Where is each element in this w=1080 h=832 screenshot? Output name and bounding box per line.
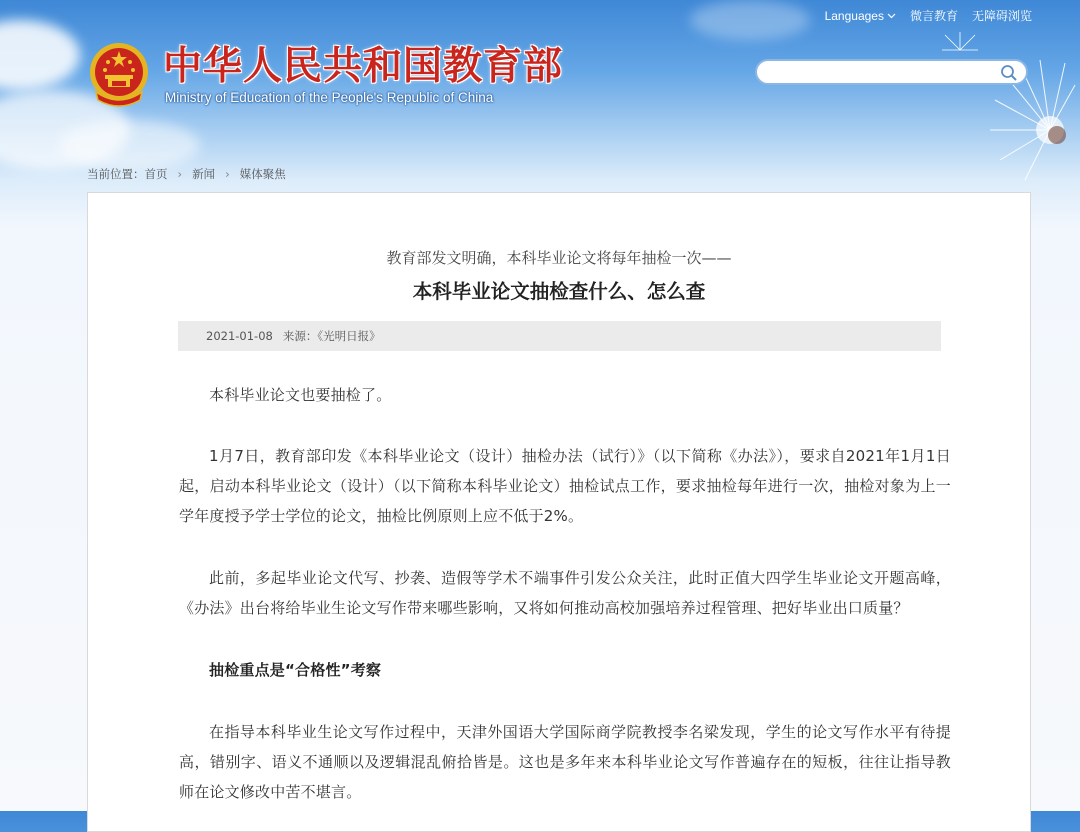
chevron-down-icon	[887, 13, 896, 19]
article-date: 2021-01-08	[206, 329, 273, 343]
breadcrumb-item-media[interactable]: 媒体聚焦	[239, 167, 286, 181]
breadcrumb-item-news[interactable]: 新闻	[192, 167, 216, 181]
site-subtitle: Ministry of Education of the People's Republic of China	[165, 90, 494, 105]
article-body	[179, 380, 951, 807]
article-source: 来源：《光明日报》	[282, 329, 381, 343]
site-title: 中华人民共和国教育部	[163, 44, 564, 89]
languages-label: Languages	[824, 8, 884, 23]
article-pre-title: 教育部发文明确，本科毕业论文将每年抽检一次——	[386, 249, 732, 267]
cloud-decoration	[60, 120, 200, 170]
article-paragraph: 此前，多起毕业论文代写、抄袭、造假等学术不端事件引发公众关注，此时正值大四学生毕业论文开题高峰，《办法》出台将给毕业生论文写作带来哪些影响，又将如何推动高校加强培养过程管理、把好毕业出口质量？	[179, 569, 951, 617]
breadcrumb-prefix: 当前位置：	[87, 167, 145, 181]
article-paragraph: 在指导本科毕业生论文写作过程中，天津外国语大学国际商学院教授李名梁发现，学生的论文写作水平有待提高，错别字、语义不通顺以及逻辑混乱俯拾皆是。这也是多年来本科毕业论文写作普遍存在的短板，往往让指导教师在论文修改中苦不堪言。	[179, 723, 951, 801]
article-panel	[87, 192, 1031, 832]
article-title: 本科毕业论文抽检查什么、怎么查	[412, 280, 706, 303]
search-icon[interactable]	[1000, 64, 1018, 82]
top-nav	[825, 7, 1032, 24]
breadcrumb-separator: ›	[225, 167, 230, 181]
accessibility-link[interactable]: 无障碍浏览	[971, 9, 1032, 23]
cloud-decoration	[690, 0, 810, 40]
cloud-decoration	[0, 20, 80, 90]
article-meta-bar	[178, 321, 941, 351]
article-paragraph: 本科毕业论文也要抽检了。	[209, 386, 392, 404]
article-paragraph: 1月7日，教育部印发《本科毕业论文（设计）抽检办法（试行）》（以下简称《办法》），要求自2021年1月1日起，启动本科毕业论文（设计）（以下简称本科毕业论文）抽检试点工作，要求抽检每年进行一次，抽检对象为上一学年度授予学士学位的论文，抽检比例原则上应不低于2%。	[179, 447, 951, 525]
search-box	[755, 59, 1028, 85]
article-section-heading: 抽检重点是“合格性”考察	[209, 661, 382, 679]
weibo-link[interactable]: 微言教育	[909, 9, 958, 23]
breadcrumb-separator: ›	[177, 167, 183, 181]
breadcrumb	[87, 166, 286, 182]
national-emblem-logo	[88, 42, 150, 108]
languages-dropdown[interactable]	[825, 9, 896, 23]
search-input[interactable]	[769, 62, 1003, 84]
breadcrumb-item-home[interactable]: 首页	[144, 167, 168, 181]
